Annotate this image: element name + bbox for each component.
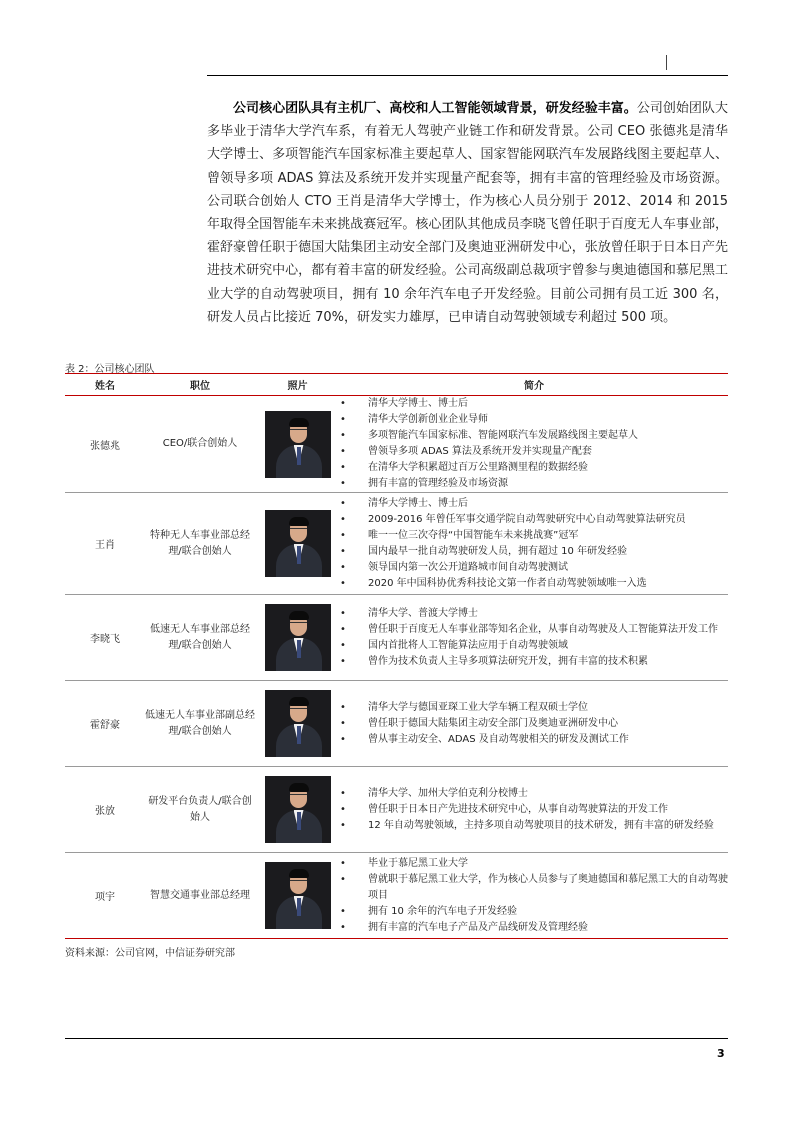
portrait-photo — [265, 690, 331, 757]
member-name: 张放 — [65, 767, 145, 853]
intro-bullet: • 曾就职于慕尼黑工业大学，作为核心人员参与了奥迪德国和慕尼黑工大的自动驾驶项目 — [340, 872, 728, 904]
member-name: 霍舒豪 — [65, 681, 145, 767]
intro-bullet: • 清华大学博士、博士后 — [340, 496, 728, 512]
member-intro — [340, 767, 728, 853]
intro-bullet: • 曾从事主动安全、ADAS 及自动驾驶相关的研发及测试工作 — [340, 732, 728, 748]
member-intro — [340, 396, 728, 493]
portrait-photo — [265, 510, 331, 577]
table-header-row — [65, 374, 728, 396]
header-mark — [666, 55, 667, 70]
header-rule — [207, 75, 728, 76]
member-role: 低速无人车事业部副总经理/联合创始人 — [145, 681, 255, 767]
portrait-photo — [265, 776, 331, 843]
intro-bullet: • 2009-2016 年曾任军事交通学院自动驾驶研究中心自动驾驶算法研究员 — [340, 512, 728, 528]
intro-bullet: • 曾领导多项 ADAS 算法及系统开发并实现量产配套 — [340, 444, 728, 460]
source-note: 资料来源：公司官网，中信证券研究部 — [65, 948, 235, 959]
footer-rule — [65, 1038, 728, 1039]
intro-bullet: • 曾作为技术负责人主导多项算法研究开发，拥有丰富的技术积累 — [340, 654, 728, 670]
table-row — [65, 396, 728, 493]
page-number: 3 — [717, 1047, 725, 1060]
portrait-photo — [265, 862, 331, 929]
intro-bullet: • 领导国内第一次公开道路城市间自动驾驶测试 — [340, 560, 728, 576]
intro-bullet: • 清华大学创新创业企业导师 — [340, 412, 728, 428]
team-table — [65, 373, 728, 939]
table-row — [65, 681, 728, 767]
member-name: 张德兆 — [65, 396, 145, 493]
intro-bullet: • 曾任职于德国大陆集团主动安全部门及奥迪亚洲研发中心 — [340, 716, 728, 732]
intro-bullet: • 清华大学博士、博士后 — [340, 396, 728, 412]
intro-bullet: • 清华大学、普渡大学博士 — [340, 606, 728, 622]
intro-bullet: • 2020 年中国科协优秀科技论文第一作者自动驾驶领域唯一入选 — [340, 576, 728, 592]
intro-bullet: • 国内最早一批自动驾驶研发人员，拥有超过 10 年研发经验 — [340, 544, 728, 560]
header-role: 职位 — [145, 374, 255, 396]
intro-bullet: • 毕业于慕尼黑工业大学 — [340, 856, 728, 872]
intro-bullet: • 拥有丰富的管理经验及市场资源 — [340, 476, 728, 492]
intro-bullet: • 曾任职于百度无人车事业部等知名企业，从事自动驾驶及人工智能算法开发工作 — [340, 622, 728, 638]
header-photo: 照片 — [255, 374, 340, 396]
portrait-photo — [265, 411, 331, 478]
member-photo — [255, 853, 340, 939]
member-photo — [255, 767, 340, 853]
member-role: 研发平台负责人/联合创始人 — [145, 767, 255, 853]
member-name: 李晓飞 — [65, 595, 145, 681]
table-row — [65, 595, 728, 681]
member-photo — [255, 493, 340, 595]
intro-bullet: • 清华大学、加州大学伯克利分校博士 — [340, 786, 728, 802]
paragraph-text: 公司创始团队大多毕业于清华大学汽车系，有着无人驾驶产业链工作和研发背景。公司 CEO 张德兆是清华大学博士、多项智能汽车国家标准主要起草人、国家智能网联汽车发展路线图主要起草人、曾领导多项 ADAS 算法及系统开发并实现量产配套等，拥有丰富的管理经验及市场资源。公司联合创始人 CTO 王肖是清华大学博士，作为核心人员分别于 2012、2014 和 2015 年取得全国智能车未来挑战赛冠军。核心团队其他成员李晓飞曾任职于百度无人车事业部，霍舒豪曾任职于德国大陆集团主动安全部门及奥迪亚洲研发中心，张放曾任职于日本日产先进技术研究中心，都有着丰富的研发经验。公司高级副总裁项宇曾参与奥迪德国和慕尼黑工业大学的自动驾驶项目，拥有 10 余年汽车电子开发经验。目前公司拥有员工近 300 名，研发人员占比接近 70%，研发实力雄厚，已申请自动驾驶领域专利超过 500 项。 — [207, 101, 728, 325]
table-row — [65, 767, 728, 853]
intro-bullet: • 拥有 10 余年的汽车电子开发经验 — [340, 904, 728, 920]
header-name: 姓名 — [65, 374, 145, 396]
intro-bullet: • 拥有丰富的汽车电子产品及产品线研发及管理经验 — [340, 920, 728, 936]
member-name: 王肖 — [65, 493, 145, 595]
paragraph-lead: 公司核心团队具有主机厂、高校和人工智能领域背景，研发经验丰富。 — [233, 101, 637, 116]
table-row — [65, 853, 728, 939]
intro-bullet: • 在清华大学积累超过百万公里路测里程的数据经验 — [340, 460, 728, 476]
member-photo — [255, 595, 340, 681]
body-paragraph — [207, 97, 728, 329]
member-intro — [340, 681, 728, 767]
intro-bullet: • 曾任职于日本日产先进技术研究中心，从事自动驾驶算法的开发工作 — [340, 802, 728, 818]
table-caption: 表 2：公司核心团队 — [65, 364, 155, 375]
member-role: CEO/联合创始人 — [145, 396, 255, 493]
table-row — [65, 493, 728, 595]
member-role: 智慧交通事业部总经理 — [145, 853, 255, 939]
member-intro — [340, 595, 728, 681]
portrait-photo — [265, 604, 331, 671]
member-photo — [255, 681, 340, 767]
intro-bullet: • 多项智能汽车国家标准、智能网联汽车发展路线图主要起草人 — [340, 428, 728, 444]
intro-bullet: • 12 年自动驾驶领域，主持多项自动驾驶项目的技术研发，拥有丰富的研发经验 — [340, 818, 728, 834]
member-role: 特种无人车事业部总经理/联合创始人 — [145, 493, 255, 595]
intro-bullet: • 国内首批将人工智能算法应用于自动驾驶领域 — [340, 638, 728, 654]
member-role: 低速无人车事业部总经理/联合创始人 — [145, 595, 255, 681]
intro-bullet: • 清华大学与德国亚琛工业大学车辆工程双硕士学位 — [340, 700, 728, 716]
member-intro — [340, 853, 728, 939]
header-intro: 简介 — [340, 374, 728, 396]
member-photo — [255, 396, 340, 493]
member-intro — [340, 493, 728, 595]
member-name: 项宇 — [65, 853, 145, 939]
intro-bullet: • 唯一一位三次夺得“中国智能车未来挑战赛”冠军 — [340, 528, 728, 544]
